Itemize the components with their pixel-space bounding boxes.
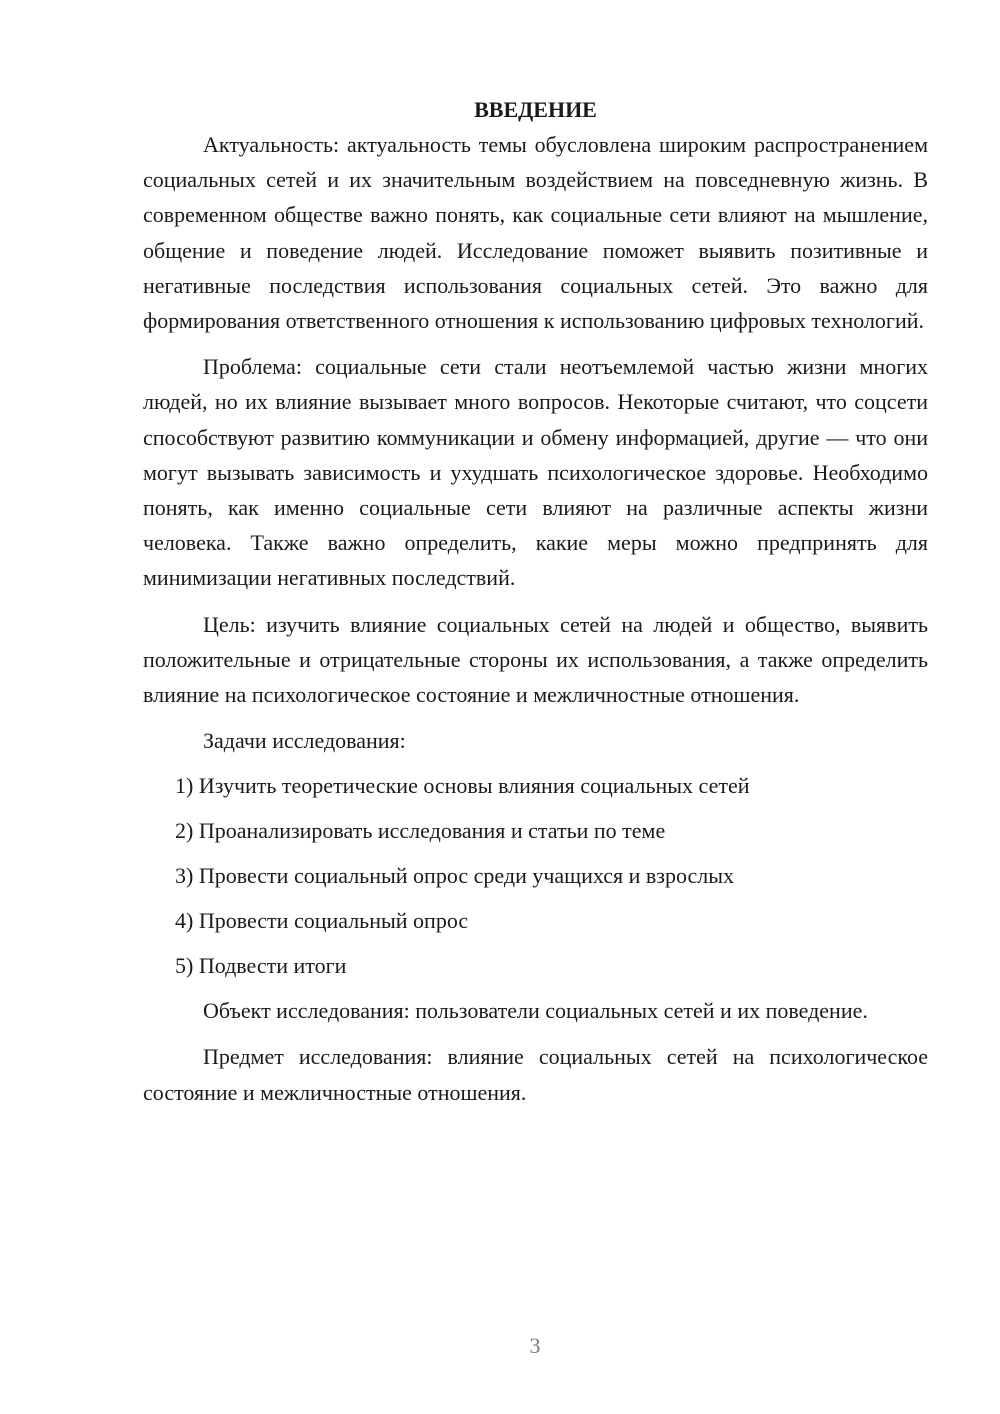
- task-item: 2) Проанализировать исследования и статьи по теме: [175, 818, 666, 844]
- tasks-heading: Задачи исследования:: [203, 728, 406, 754]
- problem-paragraph: Проблема: социальные сети стали неотъемлемой частью жизни многих людей, но их влияние вызывает много вопросов. Некоторые считают, что соцсети способствуют развитию коммуникации и обмену информацией, другие — что они могут вызывать зависимость и ухудшать психологическое здоровье. Необходимо понять, как именно социальные сети влияют на различные аспекты жизни человека. Также важно определить, какие меры можно предпринять для минимизации негативных последствий.: [143, 354, 928, 591]
- section-title: ВВЕДЕНИЕ: [474, 97, 597, 122]
- task-item: 5) Подвести итоги: [175, 953, 347, 979]
- task-item: 3) Провести социальный опрос среди учащихся и взрослых: [175, 863, 735, 889]
- object-paragraph: Объект исследования: пользователи социальных сетей и их поведение.: [203, 998, 868, 1024]
- document-page: [143, 92, 928, 1121]
- goal-paragraph: Цель: изучить влияние социальных сетей на людей и общество, выявить положительные и отрицательные стороны их использования, а также определить влияние на психологическое состояние и межличностные отношения.: [143, 611, 928, 708]
- task-item: 1) Изучить теоретические основы влияния социальных сетей: [175, 773, 750, 799]
- task-item: 4) Провести социальный опрос: [175, 908, 469, 934]
- page-number: 3: [529, 1333, 541, 1358]
- relevance-paragraph: Актуальность: актуальность темы обусловлена широким распространением социальных сетей и их значительным воздействием на повседневную жизнь. В современном обществе важно понять, как социальные сети влияют на мышление, общение и поведение людей. Исследование поможет выявить позитивные и негативные последствия использования социальных сетей. Это важно для формирования ответственного отношения к использованию цифровых технологий.: [143, 132, 928, 334]
- tasks-list: [143, 768, 928, 983]
- subject-paragraph: Предмет исследования: влияние социальных сетей на психологическое состояние и межличностные отношения.: [143, 1044, 928, 1105]
